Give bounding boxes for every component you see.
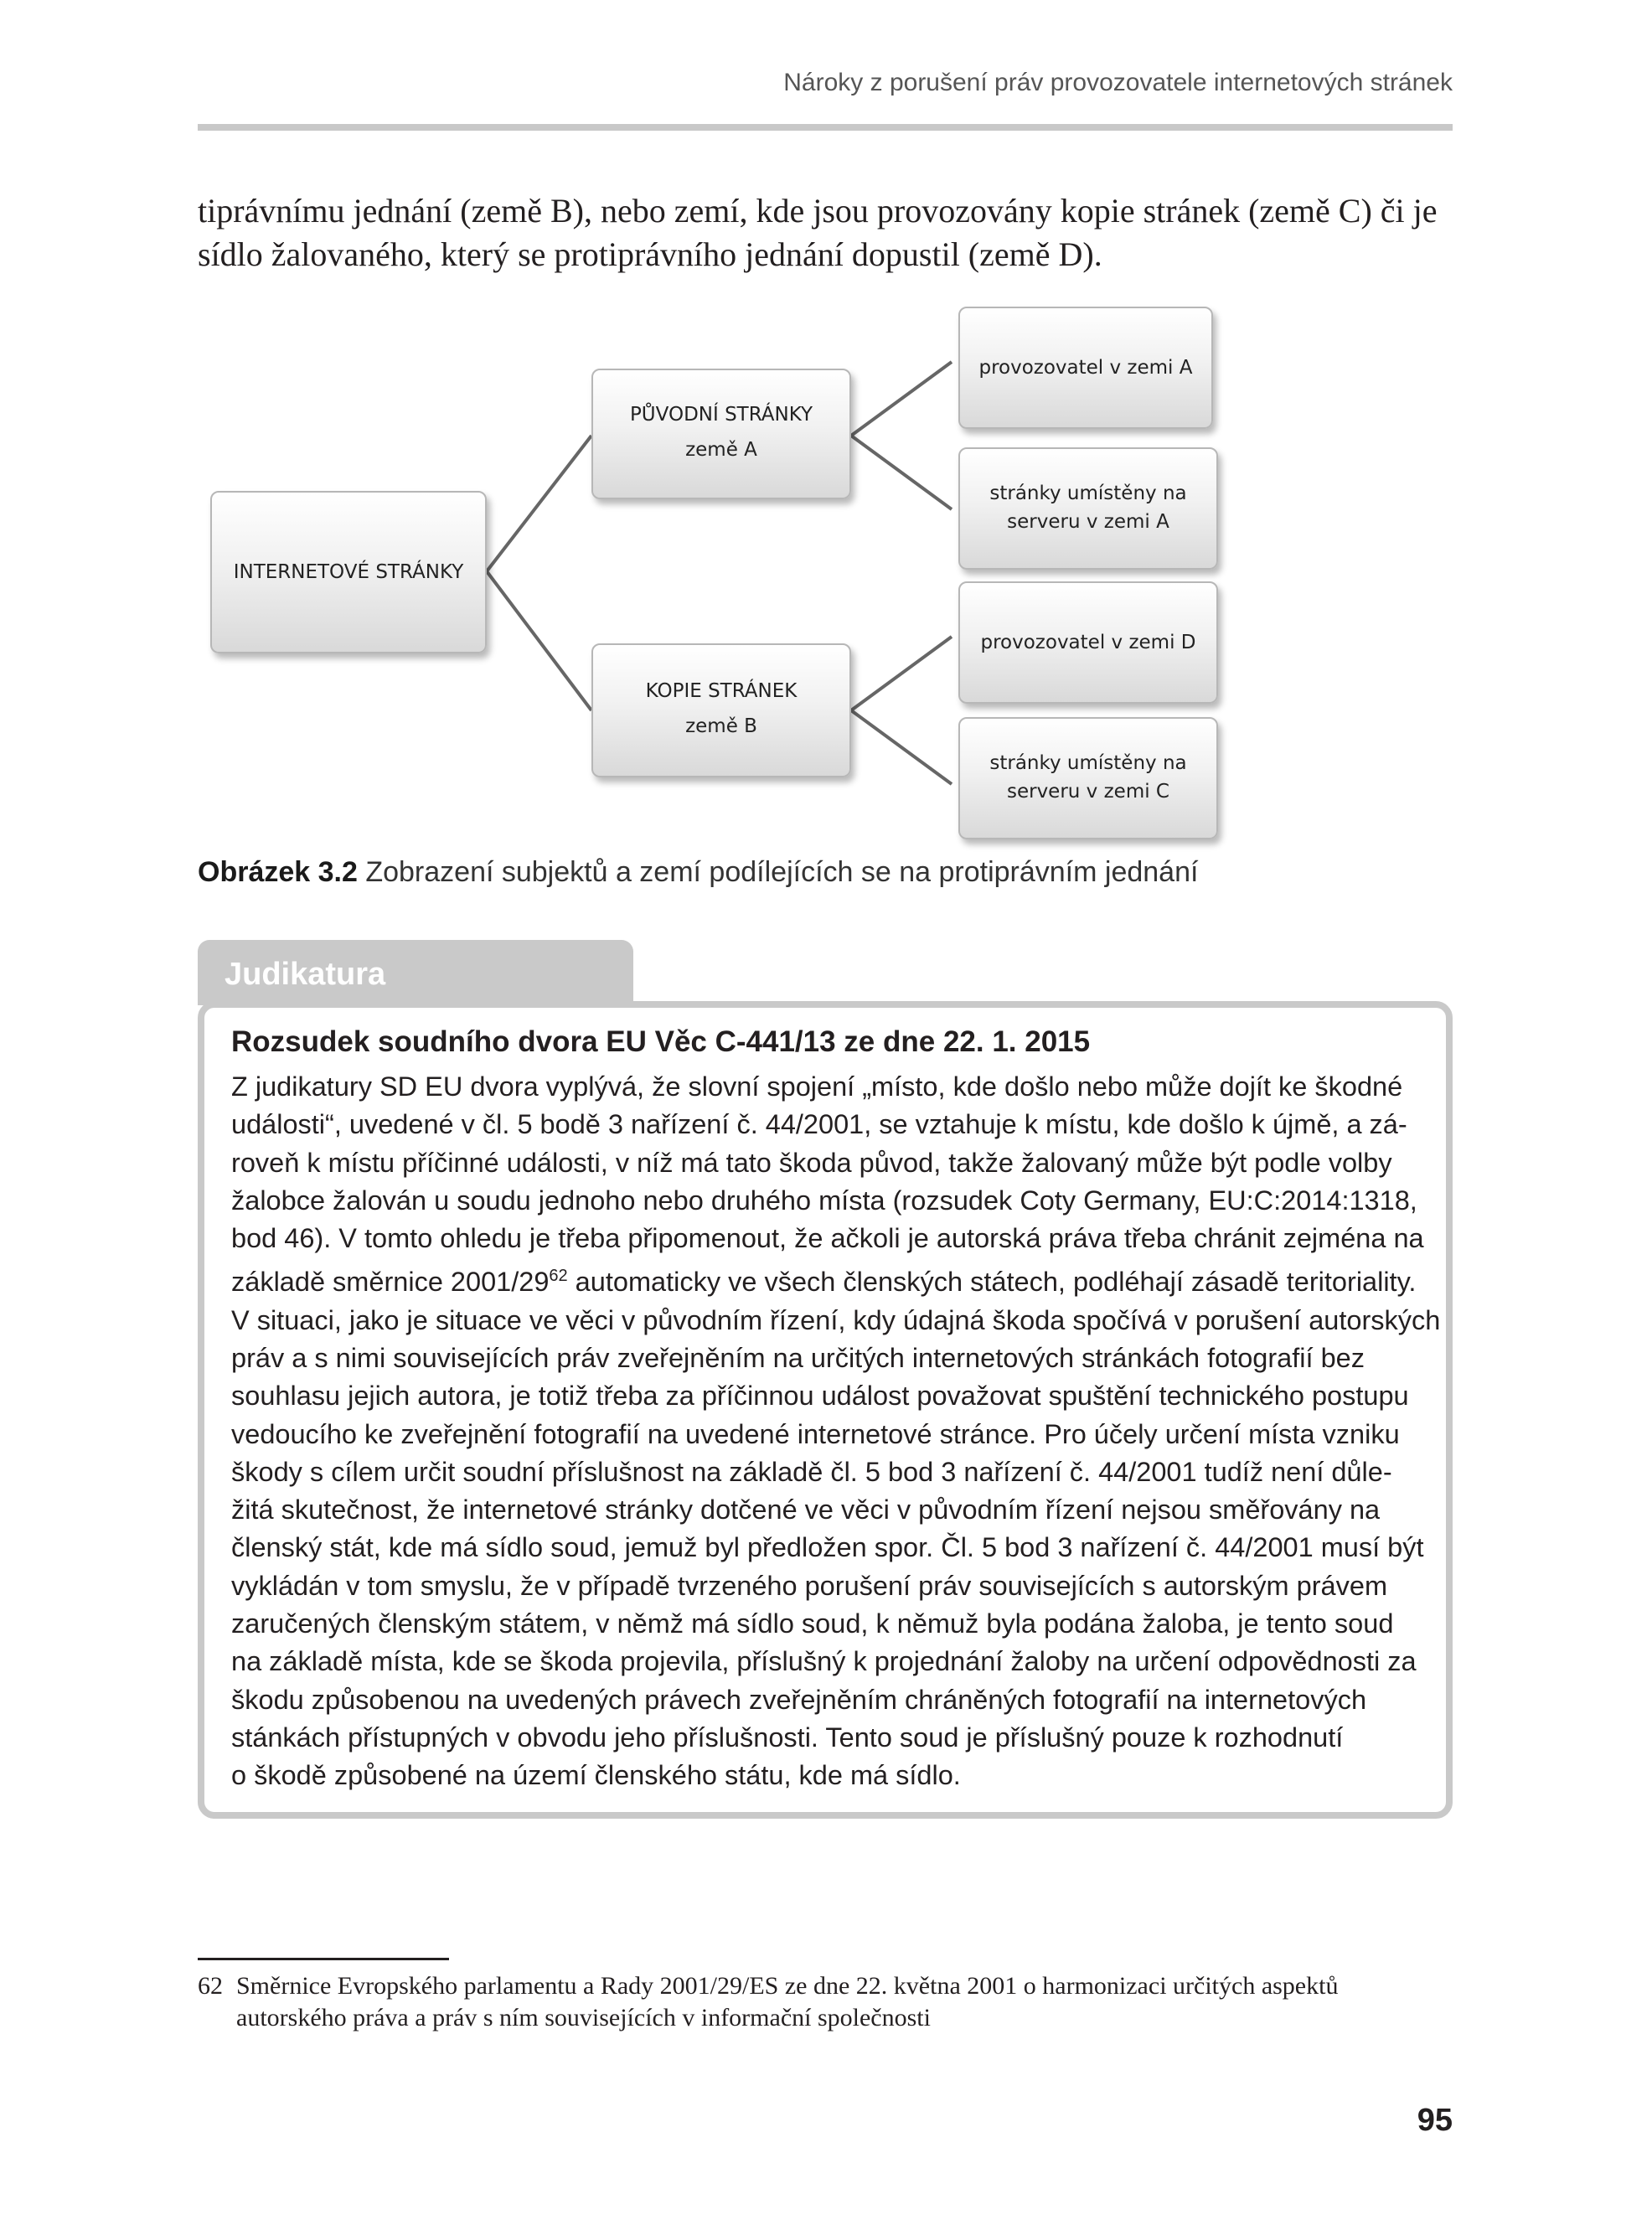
judgment-line (231, 1257, 1424, 1301)
footnote-rule (198, 1958, 449, 1960)
judgment-line: škody s cílem určit soudní příslušnost na základě čl. 5 bod 3 nařízení č. 44/2001 tudíž není důle- (231, 1456, 1392, 1487)
judgment-line: vykládán v tom smyslu, že v případě tvrzeného porušení práv souvisejících s autorským právem (231, 1570, 1388, 1601)
connector-original-operator (851, 362, 952, 436)
node-label: serveru v zemi C (1006, 781, 1169, 803)
judgment-line: o škodě způsobené na území členského státu, kde má sídlo. (231, 1760, 961, 1791)
judgment-title: Rozsudek soudního dvora EU Věc C-441/13 ze dne 22. 1. 2015 (231, 1025, 1091, 1058)
footnote-text (236, 1970, 1453, 2034)
node-operator-d (958, 581, 1218, 704)
node-operator-a (958, 307, 1213, 429)
subjects-diagram (198, 302, 1262, 846)
footnote (198, 1970, 1453, 2034)
connector-copy-operator (851, 637, 952, 710)
node-server-a (958, 447, 1218, 570)
node-copy-pages (591, 643, 851, 777)
header-rule (198, 124, 1453, 131)
node-server-c (958, 717, 1218, 839)
judgment-line: události“, uvedené v čl. 5 bodě 3 nařízení č. 44/2001, se vztahuje k místu, kde došlo k újmě, a zá- (231, 1109, 1407, 1140)
judgment-line: žitá skutečnost, že internetové stránky dotčené ve věci v původním řízení nejsou směřovány na (231, 1495, 1381, 1525)
node-label: provozovatel v zemi D (980, 632, 1196, 653)
judgment-text: základě směrnice 2001/29 (231, 1267, 550, 1298)
connector-original-server (851, 436, 952, 509)
footnote-reference[interactable]: 62 (549, 1267, 568, 1286)
caption-text: Zobrazení subjektů a zemí podílejících se na protiprávním jednání (357, 856, 1199, 888)
caption-label: Obrázek 3.2 (198, 856, 358, 888)
judgment-line: škodu způsobenou na uvedených právech zveřejněním chráněných fotografií na internetových (231, 1684, 1367, 1715)
judgment-line: členský stát, kde má sídlo soud, jemuž byl předložen spor. Čl. 5 bod 3 nařízení č. 44/2001 musí být (231, 1532, 1424, 1563)
node-sublabel: země B (685, 715, 757, 737)
node-label: stránky umístěny na (989, 483, 1187, 504)
judgment-line: práv a s nimi souvisejících práv zveřejněním na určitých internetových stránkách fotografií bez (231, 1342, 1365, 1373)
judikatura-tab: Judikatura (198, 940, 633, 1005)
judgment-line: V situaci, jako je situace ve věci v původním řízení, kdy údajná škoda spočívá v porušení autorských (231, 1304, 1441, 1335)
judgment-line: bod 46). V tomto ohledu je třeba připomenout, že ačkoli je autorská práva třeba chránit zejména na (231, 1223, 1424, 1254)
node-internet-pages (210, 491, 487, 653)
judgment-line: žalobce žalován u soudu jednoho nebo druhého místa (rozsudek Coty Germany, EU:C:2014:1318, (231, 1185, 1417, 1216)
figure-caption (198, 856, 1453, 889)
node-sublabel: země A (685, 439, 757, 461)
judgment-line: roveň k místu příčinné události, v níž má tato škoda původ, takže žalovaný může být podle volby (231, 1147, 1392, 1178)
node-label: serveru v zemi A (1007, 511, 1169, 533)
page-number: 95 (1417, 2103, 1453, 2138)
footnote-number: 62 (198, 1972, 223, 2000)
footnote-line: Směrnice Evropského parlamentu a Rady 2001/29/ES ze dne 22. května 2001 o harmonizaci určitých aspektů (236, 1972, 1339, 2000)
judgment-text: automaticky ve všech členských státech, podléhají zásadě teritoriality. (567, 1267, 1417, 1298)
connector-root-copy (487, 571, 591, 710)
judgment-line: souhlasu jejich autora, je totiž třeba za příčinnou událost považovat spuštění technického postupu (231, 1381, 1409, 1412)
footnote-line: autorského práva a práv s ním souvisejících v informační společnosti (236, 2004, 931, 2031)
connector-root-original (487, 436, 591, 571)
lead-paragraph (198, 189, 1453, 276)
node-label: stránky umístěny na (989, 752, 1187, 774)
judgment-line: stánkách přístupných v obvodu jeho příslušnosti. Tento soud je příslušný pouze k rozhodnutí (231, 1722, 1344, 1753)
node-label: PŮVODNÍ STRÁNKY (629, 404, 813, 426)
judgment-line: Z judikatury SD EU dvora vyplývá, že slovní spojení „místo, kde došlo nebo může dojít ke škodné (231, 1071, 1403, 1102)
lead-line: tiprávnímu jednání (země B), nebo zemí, kde jsou provozovány kopie stránek (země C) či je (198, 192, 1438, 230)
judikatura-box (198, 1001, 1453, 1819)
node-original-pages (591, 369, 851, 499)
node-label: provozovatel v zemi A (978, 357, 1193, 379)
connector-copy-server (851, 710, 952, 784)
node-label: KOPIE STRÁNEK (645, 680, 798, 702)
judgment-line: zaručených členským státem, v němž má sídlo soud, k němuž byla podána žaloba, je tento soud (231, 1608, 1394, 1639)
running-head: Nároky z porušení práv provozovatele internetových stránek (783, 69, 1453, 96)
node-label: INTERNETOVÉ STRÁNKY (233, 561, 464, 583)
judgment-line: vedoucího ke zveřejnění fotografií na uvedené internetové stránce. Pro účely určení místa vzniku (231, 1418, 1400, 1449)
lead-line: sídlo žalovaného, který se protiprávního jednání dopustil (země D). (198, 235, 1102, 273)
judgment-line: na základě místa, kde se škoda projevila, příslušný k projednání žaloby na určení odpovědnosti za (231, 1646, 1417, 1677)
